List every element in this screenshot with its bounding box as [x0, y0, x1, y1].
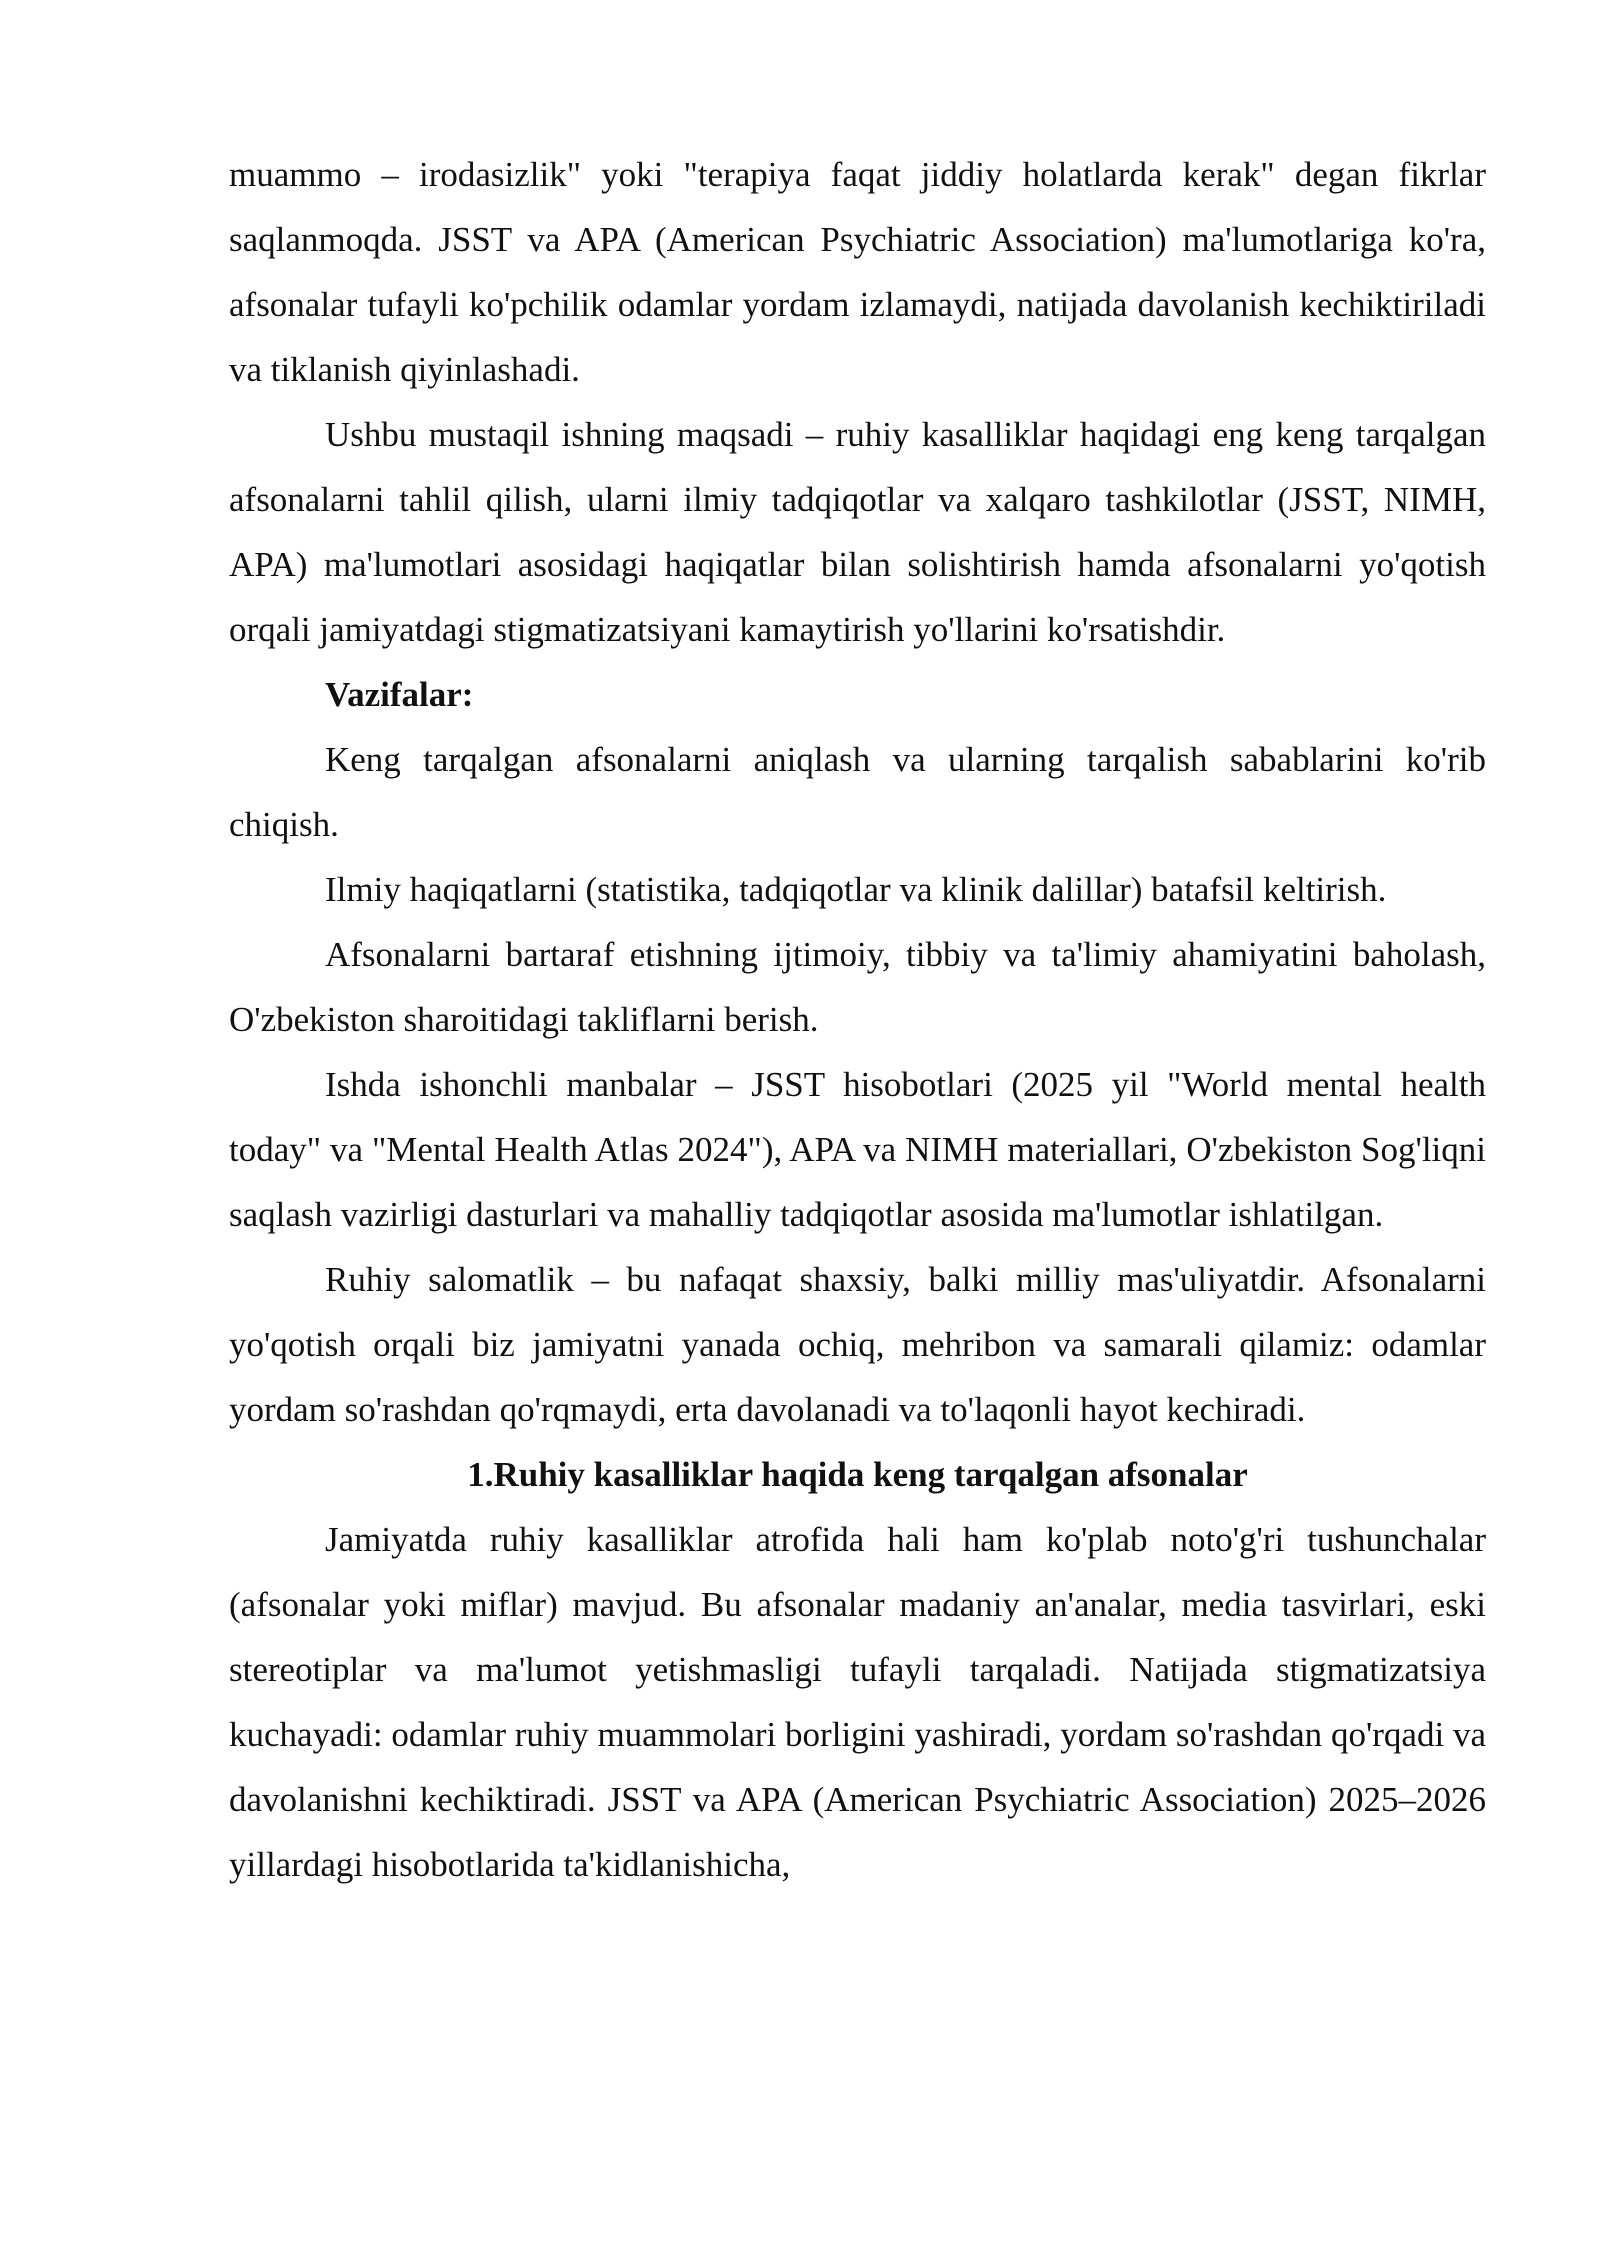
task-item: Afsonalarni bartaraf etishning ijtimoiy, tibbiy va ta'limiy ahamiyatini baholash, O'zbekiston sharoitidagi takliflarni berish. [229, 935, 1486, 1039]
section-heading: 1.Ruhiy kasalliklar haqida keng tarqalgan afsonalar [467, 1455, 1248, 1494]
task-item: Keng tarqalgan afsonalarni aniqlash va ularning tarqalish sabablarini ko'rib chiqish. [229, 740, 1486, 844]
tasks-heading: Vazifalar: [325, 675, 474, 714]
section-paragraph: Jamiyatda ruhiy kasalliklar atrofida hali ham ko'plab noto'g'ri tushunchalar (afsonalar yoki miflar) mavjud. Bu afsonalar madaniy an'analar, media tasvirlari, eski stereotiplar va ma'lumot yetishmasligi tufayli tarqaladi. Natijada stigmatizatsiya kuchayadi: odamlar ruhiy muammolari borligini yashiradi, yordam so'rashdan qo'rqadi va davolanishni kechiktiradi. JSST va APA (American Psychiatric Association) 2025–2026 yillardagi hisobotlarida ta'kidlanishicha, [229, 1520, 1486, 1884]
paragraph-sources: Ishda ishonchli manbalar – JSST hisobotlari (2025 yil "World mental health today" va "Mental Health Atlas 2024"), APA va NIMH materiallari, O'zbekiston Sog'liqni saqlash vazirligi dasturlari va mahalliy tadqiqotlar asosida ma'lumotlar ishlatilgan. [229, 1065, 1486, 1234]
task-item: Ilmiy haqiqatlarni (statistika, tadqiqotlar va klinik dalillar) batafsil keltirish. [325, 870, 1387, 909]
paragraph-conclusion: Ruhiy salomatlik – bu nafaqat shaxsiy, balki milliy mas'uliyatdir. Afsonalarni yo'qotish orqali biz jamiyatni yanada ochiq, mehribon va samarali qilamiz: odamlar yordam so'rashdan qo'rqmaydi, erta davolanadi va to'laqonli hayot kechiradi. [229, 1260, 1486, 1429]
paragraph-purpose: Ushbu mustaqil ishning maqsadi – ruhiy kasalliklar haqidagi eng keng tarqalgan afsonalarni tahlil qilish, ularni ilmiy tadqiqotlar va xalqaro tashkilotlar (JSST, NIMH, APA) ma'lumotlari asosidagi haqiqatlar bilan solishtirish hamda afsonalarni yo'qotish orqali jamiyatdagi stigmatizatsiyani kamaytirish yo'llarini ko'rsatishdir. [229, 415, 1486, 649]
paragraph-continuation: muammo – irodasizlik" yoki "terapiya faqat jiddiy holatlarda kerak" degan fikrlar saqlanmoqda. JSST va APA (American Psychiatric Association) ma'lumotlariga ko'ra, afsonalar tufayli ko'pchilik odamlar yordam izlamaydi, natijada davolanish kechiktiriladi va tiklanish qiyinlashadi. [229, 155, 1486, 389]
document-page [229, 142, 1486, 1897]
